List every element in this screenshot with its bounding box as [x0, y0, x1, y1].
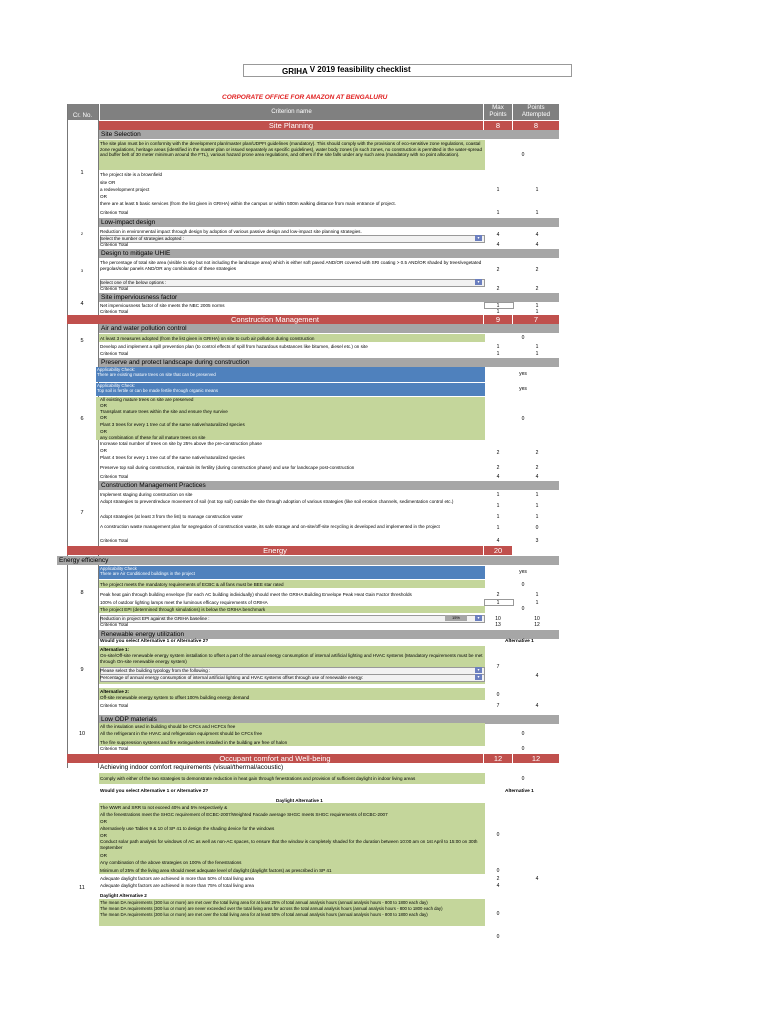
title-rest: V 2019 feasibility checklist	[309, 65, 411, 74]
dropdown-icon[interactable]: ▾	[475, 235, 482, 241]
total-attempted: 1	[535, 351, 539, 357]
criterion-text: Implement staging during construction on site	[100, 492, 193, 497]
total-max: 4	[496, 474, 500, 480]
criterion-text: The WWR and SRR to not exceed 40% and 5% respectively &	[100, 805, 228, 810]
section-max: 20	[484, 546, 512, 555]
section-attempted: 8	[513, 121, 559, 130]
alternative-text: On-site/Off-site renewable energy system installation to offset a part of the annual energy consumption of internal artificial lighting and HVAC systems (Mandatory requirements must be met through On-site renewable energy system)	[100, 653, 483, 664]
criterion-text: Increase total number of trees on site by 25% above the pre-construction phase	[100, 441, 262, 446]
max-points: 1	[496, 303, 500, 309]
criterion-number: 3	[80, 268, 84, 273]
criterion-total: Criterion Total	[100, 538, 129, 543]
max-points: 7	[496, 664, 500, 670]
check-value[interactable]: yes	[519, 569, 527, 575]
criterion-number: 5	[80, 338, 84, 344]
criterion-number: 10	[78, 731, 86, 737]
criterion-heading: Site imperviousness factor	[99, 293, 559, 302]
total-attempted: 1	[535, 210, 539, 216]
attempted-points: 1	[535, 503, 539, 509]
criterion-text: The mean DA requirements (300 lux or more) are met over the total living area for at least 50% of total annual analysis hours (annual analysis hours - 800 to 1800 each day)	[100, 912, 428, 917]
attempted-points: 1	[535, 592, 539, 598]
criterion-text: The percentage of total site area (visible to sky but not including the landscape area) which is either soft paved AND/OR covered with SRI coating > 0.5 AND/OR shaded by trees/vegetated pergolas/solar panels AND/OR any combination of these strategies	[100, 260, 482, 271]
title-prefix: GRIHA	[282, 67, 308, 76]
section-max: 9	[484, 315, 512, 324]
criterion-text: Adequate daylight factors are achieved in more than 75% of total living area	[100, 883, 254, 888]
points: 0	[496, 832, 500, 838]
option-text: site OR	[100, 180, 116, 185]
applicability-check	[96, 383, 485, 396]
max-points: 2	[496, 465, 500, 471]
mandatory-text: The site plan must be in conformity with the development plan/master plan/UDPFI guidelines (mandatory). This should comply with the provisions of eco-sensitive zone regulations, coastal zone regulations, heritage areas (identified in the master plan or issued separately as specific guidelines), water body zones (in such zones, no construction is permitted in the water-spread and buffer belt of 30 meter minimum around the FTL), various hazard prone area regulations, and others if the site falls under any such area (mandatory with no point allocation).	[100, 141, 482, 158]
criterion-text: 100% of outdoor lighting lamps meet the luminous efficacy requirements of GRIHA	[100, 600, 268, 605]
total-attempted: 12	[534, 622, 540, 628]
criterion-text: Any combination of the above strategies on 100% of the fenestrations	[100, 860, 242, 865]
attempted-points: 1	[535, 303, 539, 309]
points: 0	[496, 692, 500, 698]
max-points: 2	[496, 592, 500, 598]
criterion-text: OR	[100, 429, 107, 434]
criterion-total: Criterion Total	[100, 210, 129, 215]
total-max: 1	[496, 351, 500, 357]
criterion-text: All the refrigerant in the HVAC and refrigeration equipment should be CFCs free	[100, 731, 263, 736]
check-text: There are Air Conditioned buildings in the project	[100, 571, 195, 577]
points: 0	[521, 776, 525, 782]
criterion-number: 11	[79, 885, 85, 891]
attempted-points: 2	[535, 465, 539, 471]
criterion-text: any combination of these for all mature trees on site	[100, 435, 206, 440]
criterion-heading: Low-impact design	[99, 218, 559, 227]
select-label: Select one of the below options :	[100, 280, 167, 285]
total-attempted: 4	[535, 703, 539, 709]
criterion-total: Criterion Total	[100, 286, 129, 291]
total-max: 7	[496, 703, 500, 709]
alternative-text: Off-site renewable energy system to offset 100% building energy demand	[100, 695, 250, 700]
option-text: a redevelopment project	[100, 187, 150, 192]
criterion-text: Reduction in environmental impact through design by adoption of various passive design and low-impact site planning strategies.	[100, 229, 362, 234]
alternative-question: Would you select Alternative 1 or Alternative 2?	[100, 639, 209, 644]
dropdown-icon[interactable]: ▾	[475, 279, 482, 285]
criterion-heading: Preserve and protect landscape during construction	[99, 358, 559, 367]
attempted-points: 1	[535, 187, 539, 193]
criterion-heading: Construction Management Practices	[99, 481, 559, 490]
section-attempted: 12	[513, 754, 559, 763]
criterion-text: Comply with either of the two strategies to demonstrate reduction in heat gain through fenestrations and provision of sufficient daylight in indoor living areas	[100, 776, 416, 781]
max-points: 2	[496, 267, 500, 273]
criterion-text: OR	[100, 853, 107, 858]
criterion-number: 1	[80, 170, 84, 176]
criterion-text: Adopt strategies (at least 3 from the list) to manage construction water	[100, 514, 243, 519]
attempted-points: 2	[535, 267, 539, 273]
criterion-text: A construction waste management plan for segregation of construction waste, its safe storage and on-site/off-site recycling is developed and implemented in the project	[100, 524, 440, 529]
points: 0	[496, 934, 500, 940]
dropdown-icon[interactable]: ▾	[475, 667, 482, 673]
criterion-text: Peak heat gain through building envelope (for each AC building individually) should meet the GRIHA Building Envelope Peak Heat Gain Factor thresholds	[100, 592, 412, 597]
select-label: Percentage of annual energy consumption of internal artificial lighting and HVAC systems offset through use of renewable energy:	[100, 675, 364, 680]
check-text: Top soil is fertile or can be made fertile through organic means	[97, 388, 219, 394]
criterion-text: OR	[100, 819, 107, 824]
total-max: 2	[496, 286, 500, 292]
points: 0	[521, 335, 525, 341]
criterion-text: All existing mature trees on site are preserved	[100, 397, 194, 402]
attempted-points: 4	[535, 673, 539, 679]
section-occupant-comfort: Occupant comfort and Well-being	[67, 754, 483, 763]
total-max: 4	[496, 538, 500, 544]
criterion-text: The mean DA requirements (300 lux or more) are met over the total living area for at least 25% of total annual analysis hours (annual analysis hours - 800 to 1800 each day)	[100, 900, 428, 905]
criterion-number: 2	[80, 231, 84, 236]
criterion-heading: Achieving indoor comfort requirements (visual/thermal/acoustic)	[100, 764, 284, 771]
attempted-points: 0	[535, 525, 539, 531]
check-value[interactable]: yes	[519, 386, 527, 392]
total-max: 1	[496, 210, 500, 216]
points: 0	[521, 731, 525, 737]
criterion-total: Criterion Total	[100, 746, 129, 751]
criterion-text: OR	[100, 415, 107, 420]
criterion-text: Adequate daylight factors are achieved in more than 50% of total living area	[100, 876, 254, 881]
option-text: there are at least 5 basic services (from the list given in GRIHA) within the campus or within 500m walking distance from main entrance of project.	[100, 201, 396, 206]
criterion-number: 9	[80, 667, 84, 673]
points: 0	[521, 152, 525, 158]
max-points: 1	[496, 600, 500, 606]
criterion-number: 7	[80, 510, 84, 516]
criterion-text: Net imperviousness factor of site meets the NBC 2005 norms	[100, 303, 225, 308]
points: 0	[496, 911, 500, 917]
criterion-total: Criterion Total	[100, 309, 129, 314]
select-label: Please select the building typology from the following :	[100, 668, 211, 673]
criterion-text: Transplant mature trees within the site and ensure they survive	[100, 409, 228, 414]
check-label: Applicability Check	[100, 566, 137, 571]
points: 0	[521, 606, 525, 612]
project-name: CORPORATE OFFICE FOR AMAZON AT BENGALURU	[222, 94, 388, 101]
section-site-planning: Site Planning	[99, 121, 483, 130]
attempted-points: 4	[535, 232, 539, 238]
criterion-text: The project meets the mandatory requirements of ECBC & all fans must be BEE star rated	[100, 582, 284, 587]
check-label: Applicability Check:	[97, 367, 136, 372]
total-attempted: 4	[535, 474, 539, 480]
criterion-text: All the insulation used in building should be CFCs and HCFCs free	[100, 724, 236, 729]
total-attempted: 1	[535, 309, 539, 315]
attempted-points: 1	[535, 492, 539, 498]
criterion-total: Criterion Total	[100, 351, 129, 356]
max-points: 2	[496, 876, 500, 882]
points: 0	[496, 868, 500, 874]
criterion-text: Develop and implement a spill prevention plan (to control effects of spill from hazardous substances like bitumen, diesel etc.) on site	[100, 344, 368, 349]
check-text: There are existing mature trees on site that can be preserved	[97, 372, 216, 378]
max-points: 1	[496, 514, 500, 520]
section-max: 12	[484, 754, 512, 763]
option-text: The project site is a brownfield	[100, 172, 163, 177]
daylight-alt-2: Daylight Alternative 2	[100, 893, 147, 898]
points: 0	[521, 416, 525, 422]
alternative-label: Alternative 2:	[100, 689, 130, 694]
criterion-heading: Air and water pollution control	[99, 324, 559, 333]
total-max: 1	[496, 309, 500, 315]
total-max: 13	[495, 622, 501, 628]
attempted-points: 1	[535, 344, 539, 350]
check-label: Applicability Check:	[97, 383, 136, 388]
criterion-heading: Design to mitigate UHIE	[99, 249, 559, 258]
mandatory-row	[96, 397, 485, 440]
criterion-text: Minimum of 25% of the living area should meet adequate level of daylight (daylight factors) as prescribed in SP 41	[100, 868, 332, 873]
max-points: 4	[496, 883, 500, 889]
dropdown-icon[interactable]: ▾	[475, 615, 482, 621]
criterion-text: The fire suppression systems and fire extinguishers installed in the building are free of halon	[100, 740, 288, 745]
max-points: 2	[496, 450, 500, 456]
max-points: 1	[496, 525, 500, 531]
criterion-number: 4	[80, 301, 84, 307]
applicability-check	[99, 566, 485, 579]
criterion-total: Criterion Total	[100, 622, 129, 627]
criterion-text: All the fenestrations meet the SHGC requirement of ECBC-2007/Weighted Facade average SHGC meets SHGC requirements of ECBC-2007	[100, 812, 388, 817]
criterion-heading: Low ODP materials	[99, 715, 559, 724]
section-attempted: 7	[513, 315, 559, 324]
page-title	[282, 64, 411, 75]
section-construction: Construction Management	[67, 315, 483, 324]
energy-efficiency-heading: Energy efficiency	[57, 556, 559, 565]
criterion-text: OR	[100, 833, 107, 838]
criterion-number: 6	[80, 416, 84, 422]
alternative-value[interactable]: Alternative 1	[505, 639, 534, 644]
alternative-value[interactable]: Alternative 1	[505, 789, 534, 794]
criterion-text: Plant 4 trees for every 1 tree cut of the same native/naturalized species	[100, 455, 245, 460]
max-points: 1	[496, 503, 500, 509]
criterion-heading: Site Selection	[99, 130, 559, 139]
criterion-text: Conduct solar path analysis for windows of AC as well as non-AC spaces, to ensure that the window is completely shaded for the duration between 10:00 am on 1st April to 15:00 on 30th September	[100, 839, 478, 850]
col-cr-no: Cr. No.	[67, 104, 98, 120]
points: 0	[521, 582, 525, 588]
col-max: Max Points	[484, 104, 512, 120]
max-points: 1	[496, 492, 500, 498]
criterion-text: Preserve top soil during construction, maintain its fertility (during construction phase) and use for landscape post-construction	[100, 465, 355, 470]
criterion-text: Plant 3 trees for every 1 tree cut of the same native/naturalized species	[100, 422, 245, 427]
alternative-question: Would you select Alternative 1 or Alternative 2?	[100, 789, 209, 794]
criterion-text: OR	[100, 403, 107, 408]
total-attempted: 4	[535, 242, 539, 248]
criterion-total: Criterion Total	[100, 242, 129, 247]
attempted-points: 2	[535, 450, 539, 456]
select-value[interactable]: 15%	[445, 615, 467, 621]
col-attempted: Points Attempted	[513, 104, 559, 120]
daylight-alt-1: Daylight Alternative 1	[276, 798, 323, 803]
applicability-check	[96, 367, 485, 382]
section-max: 8	[484, 121, 512, 130]
criterion-heading: Renewable energy utilization	[99, 630, 559, 639]
criterion-text: The project EPI (determined through simulations) is below the GRIHA benchmark	[100, 607, 266, 612]
attempted-points: 1	[535, 514, 539, 520]
criterion-number: 8	[80, 590, 84, 596]
attempted-points: 4	[535, 876, 539, 882]
criterion-text: At least 3 measures adopted (from the list given in GRIHA) on site to curb air pollution during construction	[100, 336, 315, 341]
criterion-text: Adopt strategies to prevent/reduce movement of soil (not top soil) outside the site through adoption of various strategies (like soil erosion channels, sedimentation control etc.)	[100, 499, 454, 504]
criterion-total: Criterion Total	[100, 703, 129, 708]
criterion-text: OR	[100, 448, 107, 453]
criterion-text: The mean DA requirements (300 lux or more) are never exceeded over the total living area for across the total annual analysis hours (annual analysis hours - 800 to 1800 each day)	[100, 906, 443, 911]
max-points: 4	[496, 232, 500, 238]
max-points: 1	[496, 344, 500, 350]
attempted-points: 10	[534, 616, 540, 622]
max-points: 10	[495, 616, 501, 622]
attempted-points: 1	[535, 600, 539, 606]
total-max: 4	[496, 242, 500, 248]
select-label: Reduction in project EPI against the GRIHA baseline :	[100, 616, 210, 621]
criterion-total: Criterion Total	[100, 474, 129, 479]
check-value[interactable]: yes	[519, 371, 527, 377]
max-points: 1	[496, 187, 500, 193]
section-energy: Energy	[67, 546, 483, 555]
select-label: Select the number of strategies adopted :	[100, 236, 185, 241]
total-max: 0	[521, 746, 525, 752]
col-criterion: Criterion name	[100, 104, 483, 120]
dropdown-icon[interactable]: ▾	[475, 674, 482, 680]
total-attempted: 3	[535, 538, 539, 544]
total-attempted: 2	[535, 286, 539, 292]
alternative-label: Alternative 1:	[100, 647, 130, 652]
option-text: OR	[100, 194, 107, 199]
criterion-text: Alternatively use Tables 9 & 10 of SP 41 to design the shading device for the windows	[100, 826, 275, 831]
